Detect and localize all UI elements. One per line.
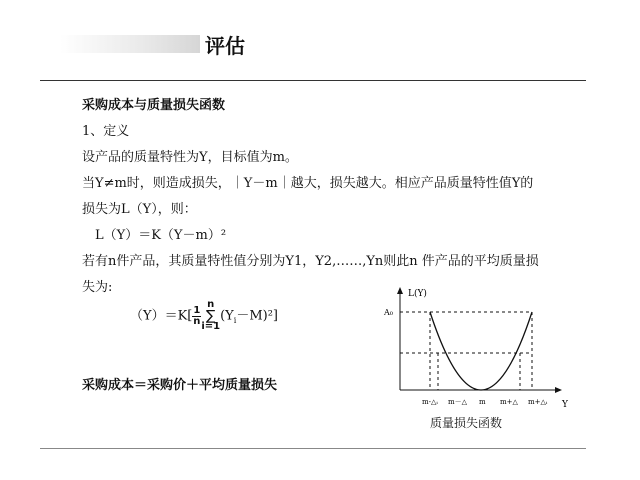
sum-lower: i=1 — [201, 321, 221, 332]
definition-label: 1、定义 — [82, 124, 130, 139]
text-line-2: 当Y≠m时，则造成损失，｜Y－m｜越大，损失越大。相应产品质量特性值Y的 — [82, 176, 534, 191]
text-line-3: 损失为L（Y），则： — [82, 202, 197, 217]
graph-svg — [370, 280, 590, 430]
conclusion: 采购成本＝采购价＋平均质量损失 — [82, 378, 278, 393]
fraction-numerator: 1 — [193, 304, 201, 316]
bottom-divider — [40, 448, 586, 449]
text-line-1: 设产品的质量特性为Y，目标值为m。 — [82, 150, 298, 165]
text-line-5: 失为: — [82, 280, 113, 295]
formula-subscript: i — [233, 316, 237, 326]
formula-prefix: （Y）＝K[ — [130, 308, 193, 324]
tick-label-m-plus-delta-i: m+△ᵢ — [528, 398, 548, 406]
y-axis-label: L(Y) — [408, 289, 427, 299]
tick-label-m-minus-delta: m－△ — [448, 398, 468, 406]
fraction — [192, 306, 201, 327]
formula-tail: －M)²] — [236, 308, 278, 324]
fraction-denominator: n — [193, 315, 201, 327]
loss-function-graph — [370, 280, 590, 430]
average-loss-formula — [130, 300, 278, 332]
formula-body: (Y — [220, 308, 234, 324]
loss-curve — [430, 312, 532, 390]
y-axis-arrow-icon — [397, 287, 403, 294]
sigma-icon: ∑ — [206, 308, 216, 324]
graph-caption: 质量损失函数 — [430, 416, 503, 430]
page-title: 评估 — [205, 34, 245, 58]
a0-label: A₀ — [384, 308, 393, 317]
section-heading: 采购成本与质量损失函数 — [82, 98, 226, 113]
x-axis-label: Y — [562, 400, 568, 410]
tick-label-m-delta-i: m-△ᵢ — [422, 398, 438, 406]
title-decoration — [60, 35, 200, 53]
x-axis-arrow-icon — [555, 387, 562, 393]
tick-label-m: m — [479, 398, 486, 406]
text-line-4: 若有n件产品，其质量特性值分别为Y1，Y2,……,Yn则此n 件产品的平均质量损 — [82, 254, 539, 269]
tick-label-m-plus-delta: m+△ — [500, 398, 518, 406]
sum-upper: n — [207, 299, 215, 310]
loss-formula: L（Y）＝K（Y－m）² — [95, 228, 227, 243]
summation — [201, 300, 220, 332]
top-divider — [40, 80, 586, 81]
